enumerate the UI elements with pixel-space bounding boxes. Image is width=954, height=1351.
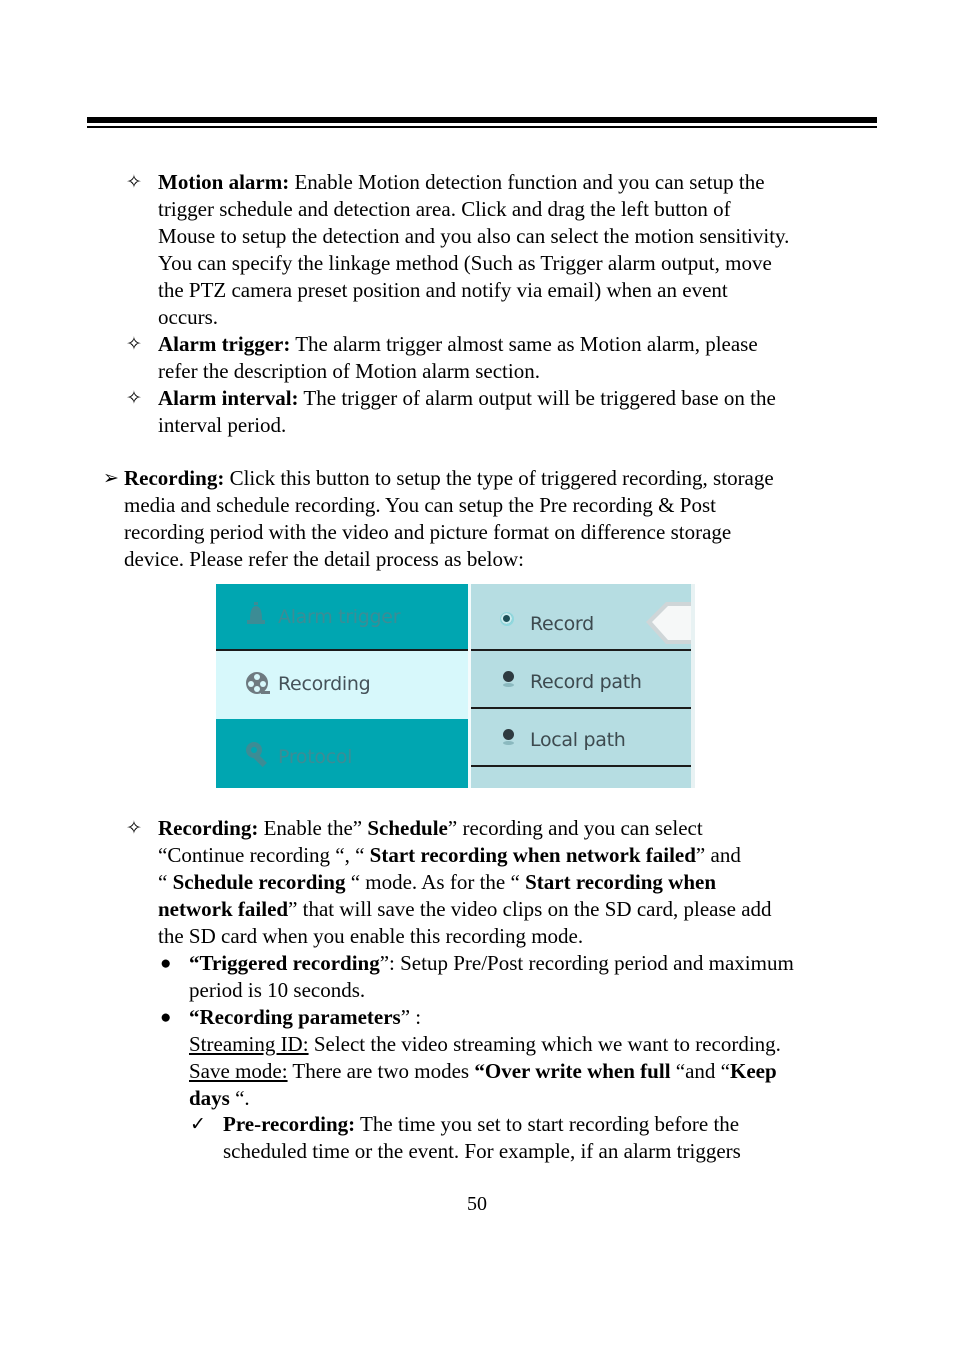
motion-alarm-line1: Motion alarm: Enable Motion detection function and you can setup the: [158, 170, 765, 194]
recording-section-line3: recording period with the video and picture format on difference storage: [124, 520, 732, 544]
submenu-item-record-path[interactable]: [471, 651, 691, 707]
round-bullet-icon: ●: [160, 953, 172, 974]
alarm-trigger-label: Alarm trigger: [278, 606, 401, 628]
recording-item-line3: “ Schedule recording “ mode. As for the “ Start recording when: [158, 870, 717, 894]
dot-shadow: [503, 683, 514, 687]
recording-menu-label: Recording: [278, 673, 371, 695]
motion-alarm-line6: occurs.: [158, 305, 219, 329]
menu-item-recording[interactable]: [216, 651, 468, 719]
save-mode-line: Save mode: There are two modes “Over write when full “and “Keep: [189, 1059, 777, 1083]
wrench-icon: [245, 741, 273, 769]
motion-alarm-line5: the PTZ camera preset position and notify via email) when an event: [158, 278, 728, 302]
page-number: 50: [467, 1193, 487, 1215]
alarm-trigger-line2: refer the description of Motion alarm section.: [158, 359, 540, 383]
save-mode-line2: days “.: [189, 1086, 250, 1110]
alarm-trigger-line1: Alarm trigger: The alarm trigger almost same as Motion alarm, please: [158, 332, 758, 356]
siren-icon: [245, 602, 267, 628]
local-path-label: Local path: [530, 729, 626, 751]
checkmark-icon: ✓: [190, 1114, 206, 1135]
record-path-label: Record path: [530, 671, 642, 693]
dot-shadow: [503, 741, 514, 745]
pre-recording-line2: scheduled time or the event. For example, if an alarm triggers: [223, 1139, 741, 1163]
arrow-bullet-icon: ➢: [103, 468, 119, 489]
panel-edge: [691, 584, 695, 788]
recording-section-line2: media and schedule recording. You can setup the Pre recording & Post: [124, 493, 716, 517]
recording-section-line1: Recording: Click this button to setup the type of triggered recording, storage: [124, 466, 774, 490]
header-rule-thin: [87, 126, 877, 128]
recording-item-line1: Recording: Enable the” Schedule” recording and you can select: [158, 816, 703, 840]
recording-item-line5: the SD card when you enable this recording mode.: [158, 924, 584, 948]
selection-arrow-icon: [644, 600, 695, 648]
alarm-interval-line2: interval period.: [158, 413, 287, 437]
recording-section-line4: device. Please refer the detail process as below:: [124, 547, 524, 571]
motion-alarm-line3: Mouse to setup the detection and you also can select the motion sensitivity.: [158, 224, 790, 248]
diamond-bullet-icon: ✧: [126, 818, 142, 839]
diamond-bullet-icon: ✧: [126, 388, 142, 409]
streaming-id-line: Streaming ID: Select the video streaming which we want to recording.: [189, 1032, 781, 1056]
header-rule-thick: [87, 117, 877, 123]
round-bullet-icon: ●: [160, 1007, 172, 1028]
radio-dot-icon: [503, 729, 514, 740]
alarm-interval-line1: Alarm interval: The trigger of alarm output will be triggered base on the: [158, 386, 776, 410]
submenu-item-local-path[interactable]: [471, 709, 691, 765]
submenu-divider: [471, 765, 692, 767]
motion-alarm-line4: You can specify the linkage method (Such as Trigger alarm output, move: [158, 251, 772, 275]
diamond-bullet-icon: ✧: [126, 172, 142, 193]
menu-item-protocol[interactable]: [216, 719, 468, 788]
record-label: Record: [530, 613, 594, 635]
motion-alarm-line2: trigger schedule and detection area. Click and drag the left button of: [158, 197, 731, 221]
settings-menu-screenshot: [216, 584, 695, 788]
protocol-menu-label: Protocol: [278, 746, 353, 768]
menu-item-alarm-trigger[interactable]: [216, 584, 468, 650]
recording-item-line4: network failed” that will save the video clips on the SD card, please add: [158, 897, 772, 921]
pre-recording-line1: Pre-recording: The time you set to start recording before the: [223, 1112, 740, 1136]
recording-parameters-line1: “Recording parameters” :: [189, 1005, 422, 1029]
radio-dot-icon: [501, 613, 512, 624]
film-reel-icon: [245, 671, 271, 697]
triggered-recording-line2: period is 10 seconds.: [189, 978, 366, 1002]
triggered-recording-line1: “Triggered recording”: Setup Pre/Post recording period and maximum: [189, 951, 794, 975]
recording-item-line2: “Continue recording “, “ Start recording when network failed” and: [158, 843, 741, 867]
diamond-bullet-icon: ✧: [126, 334, 142, 355]
radio-dot-icon: [503, 671, 514, 682]
